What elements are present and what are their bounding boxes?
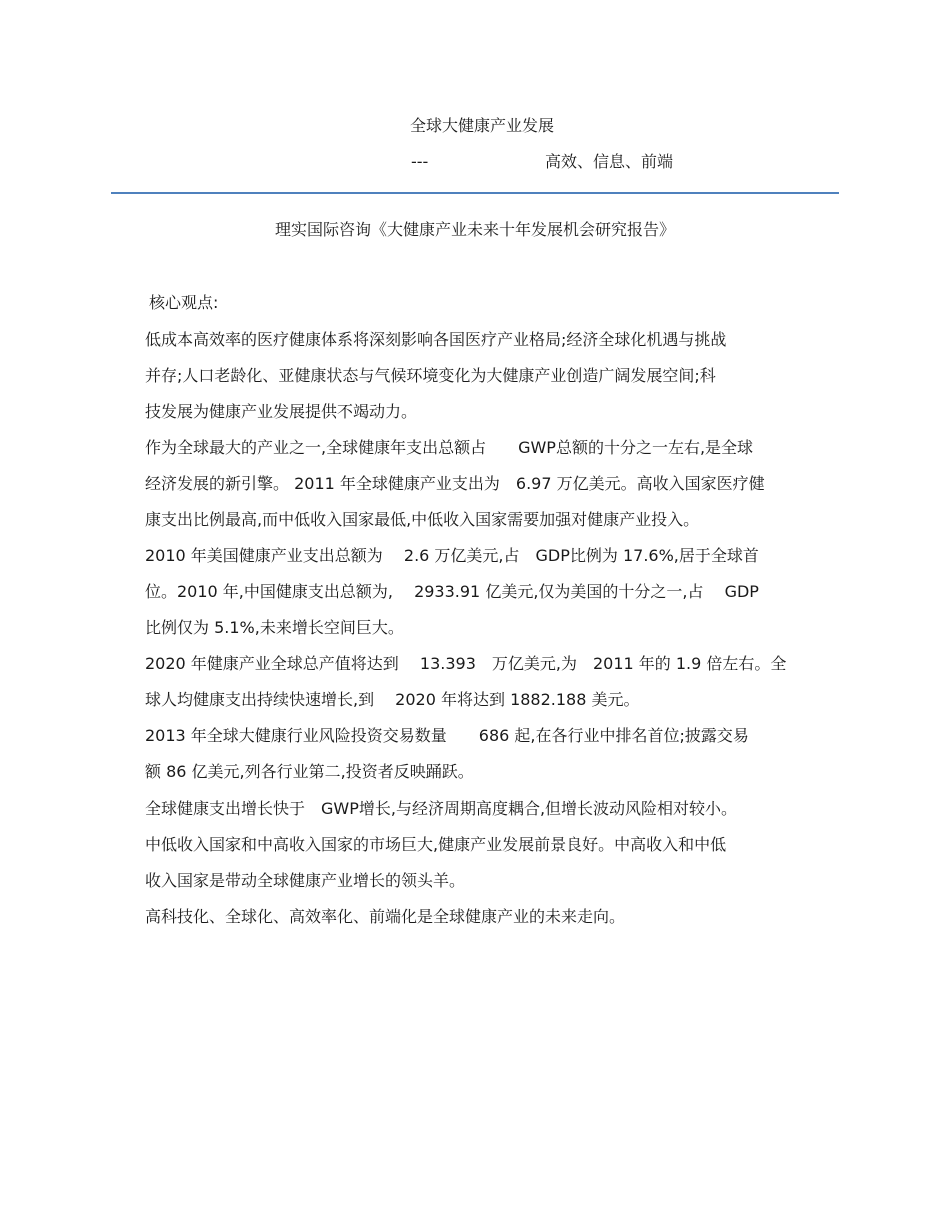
- subtitle-dash: ---: [411, 152, 429, 171]
- body-line: 2013 年全球大健康行业风险投资交易数量 686 起,在各行业中排名首位;披露交易: [145, 726, 749, 745]
- body-line: 高科技化、全球化、高效率化、前端化是全球健康产业的未来走向。: [145, 907, 626, 926]
- body-line: 收入国家是带动全球健康产业增长的领头羊。: [145, 871, 466, 890]
- body-line: 经济发展的新引擎。 2011 年全球健康产业支出为 6.97 万亿美元。高收入国家医疗健: [145, 474, 765, 493]
- body-line: 作为全球最大的产业之一,全球健康年支出总额占 GWP总额的十分之一左右,是全球: [145, 438, 754, 457]
- body-line: 全球健康支出增长快于 GWP增长,与经济周期高度耦合,但增长波动风险相对较小。: [145, 799, 738, 818]
- body-line: 康支出比例最高,而中低收入国家最低,中低收入国家需要加强对健康产业投入。: [145, 510, 700, 529]
- subtitle-keywords: 高效、信息、前端: [545, 152, 674, 171]
- body-line: 中低收入国家和中高收入国家的市场巨大,健康产业发展前景良好。中高收入和中低: [145, 835, 727, 854]
- body-line: 技发展为健康产业发展提供不竭动力。: [145, 402, 418, 421]
- document-title: 全球大健康产业发展: [410, 116, 555, 135]
- body-line: 并存;人口老龄化、亚健康状态与气候环境变化为大健康产业创造广阔发展空间;科: [145, 366, 716, 385]
- body-line: 比例仅为 5.1%,未来增长空间巨大。: [145, 618, 404, 637]
- section-heading: 核心观点:: [149, 293, 219, 312]
- body-line: 2020 年健康产业全球总产值将达到 13.393 万亿美元,为 2011 年的 1.9 倍左右。全: [145, 654, 787, 673]
- body-line: 位。2010 年,中国健康支出总额为, 2933.91 亿美元,仅为美国的十分之一,占 GDP: [145, 582, 759, 601]
- body-line: 低成本高效率的医疗健康体系将深刻影响各国医疗产业格局;经济全球化机遇与挑战: [145, 330, 727, 349]
- header-divider: [111, 192, 839, 194]
- body-line: 2010 年美国健康产业支出总额为 2.6 万亿美元,占 GDP比例为 17.6%,居于全球首: [145, 546, 759, 565]
- report-source: 理实国际咨询《大健康产业未来十年发展机会研究报告》: [274, 220, 675, 239]
- body-line: 额 86 亿美元,列各行业第二,投资者反映踊跃。: [145, 762, 474, 781]
- body-line: 球人均健康支出持续快速增长,到 2020 年将达到 1882.188 美元。: [145, 690, 640, 709]
